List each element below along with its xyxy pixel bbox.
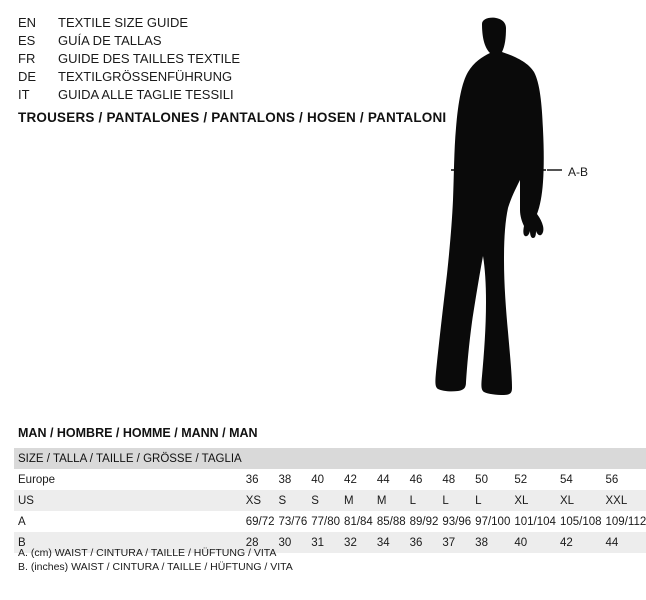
cell: 42 bbox=[344, 473, 357, 486]
cell: 38 bbox=[471, 532, 510, 553]
cell: L bbox=[471, 490, 510, 511]
row-label: US bbox=[14, 490, 242, 511]
cell: 40 bbox=[311, 473, 325, 486]
language-code: EN bbox=[18, 15, 37, 30]
column-header bbox=[340, 448, 373, 469]
cell: 89/92 bbox=[409, 515, 439, 528]
cell: XXL bbox=[602, 490, 646, 511]
column-header-size: SIZE / TALLA / TAILLE / GRÖSSE / TAGLIA bbox=[14, 448, 242, 469]
column-header bbox=[510, 448, 556, 469]
cell: XS bbox=[242, 490, 275, 511]
language-row bbox=[18, 50, 398, 68]
table-section-title: MAN / HOMBRE / HOMME / MANN / MAN bbox=[18, 426, 258, 440]
language-row bbox=[18, 32, 398, 50]
table-header bbox=[14, 448, 646, 469]
cell: 81/84 bbox=[344, 515, 373, 528]
table-row bbox=[14, 490, 646, 511]
footnote-a: A. (cm) WAIST / CINTURA / TAILLE / HÜFTUNG / VITA bbox=[18, 547, 277, 559]
row-label: B bbox=[14, 532, 242, 553]
column-header bbox=[471, 448, 510, 469]
column-header bbox=[242, 448, 275, 469]
body-figure bbox=[410, 10, 595, 410]
cell: XL bbox=[510, 490, 556, 511]
cell: 93/96 bbox=[442, 515, 472, 528]
table-body bbox=[14, 469, 646, 553]
cell: 52 bbox=[514, 473, 528, 486]
measure-label-ab: A-B bbox=[568, 165, 589, 179]
table-row bbox=[14, 469, 646, 490]
cell: 28 bbox=[242, 532, 275, 553]
cell: 46 bbox=[409, 473, 423, 486]
language-code: DE bbox=[18, 69, 37, 84]
cell: 30 bbox=[274, 532, 307, 553]
footnotes bbox=[18, 546, 293, 574]
language-text: TEXTILGRÖSSENFÜHRUNG bbox=[58, 69, 233, 84]
footnote-b: B. (inches) WAIST / CINTURA / TAILLE / HÜFTUNG / VITA bbox=[18, 561, 293, 573]
cell: 32 bbox=[340, 532, 373, 553]
language-text: TEXTILE SIZE GUIDE bbox=[58, 15, 189, 30]
male-silhouette-icon bbox=[410, 10, 595, 410]
cell: 31 bbox=[307, 532, 340, 553]
language-row bbox=[18, 86, 398, 104]
column-header bbox=[438, 448, 471, 469]
language-row bbox=[18, 14, 398, 32]
cell: 50 bbox=[475, 473, 488, 486]
cell: M bbox=[373, 490, 406, 511]
table-header-row bbox=[14, 448, 646, 469]
cell: 97/100 bbox=[475, 515, 511, 528]
cell: 38 bbox=[278, 473, 292, 486]
column-header bbox=[406, 448, 439, 469]
language-list bbox=[18, 14, 398, 104]
column-header bbox=[274, 448, 307, 469]
cell: 105/108 bbox=[559, 515, 602, 528]
row-label: A bbox=[18, 515, 26, 528]
column-header bbox=[556, 448, 602, 469]
table-row bbox=[14, 511, 646, 532]
cell: 85/88 bbox=[376, 515, 406, 528]
cell: 109/112 bbox=[605, 515, 646, 528]
cell: 36 bbox=[406, 532, 439, 553]
column-header bbox=[307, 448, 340, 469]
cell: M bbox=[340, 490, 373, 511]
cell: 42 bbox=[556, 532, 602, 553]
cell: 69/72 bbox=[245, 515, 275, 528]
cell: 56 bbox=[605, 473, 619, 486]
column-header bbox=[602, 448, 646, 469]
cell: 73/76 bbox=[278, 515, 308, 528]
language-text: GUIDA ALLE TAGLIE TESSILI bbox=[58, 87, 234, 102]
cell: L bbox=[406, 490, 439, 511]
cell: 44 bbox=[376, 473, 390, 486]
cell: S bbox=[274, 490, 307, 511]
language-code: FR bbox=[18, 51, 36, 66]
cell: 101/104 bbox=[514, 515, 556, 528]
cell: 77/80 bbox=[311, 515, 341, 528]
language-row bbox=[18, 68, 398, 86]
language-text: GUIDE DES TAILLES TEXTILE bbox=[58, 51, 241, 66]
cell: 37 bbox=[438, 532, 471, 553]
language-code: ES bbox=[18, 33, 36, 48]
language-text: GUÍA DE TALLAS bbox=[58, 33, 162, 48]
cell: 40 bbox=[510, 532, 556, 553]
cell: 34 bbox=[373, 532, 406, 553]
cell: L bbox=[438, 490, 471, 511]
language-code: IT bbox=[18, 87, 30, 102]
category-title: TROUSERS / PANTALONES / PANTALONS / HOSEN / PANTALONI bbox=[18, 110, 447, 125]
column-header bbox=[373, 448, 406, 469]
cell: 36 bbox=[245, 473, 259, 486]
cell: 54 bbox=[559, 473, 573, 486]
cell: 48 bbox=[442, 473, 456, 486]
row-label: Europe bbox=[18, 473, 56, 486]
cell: 44 bbox=[602, 532, 646, 553]
size-table bbox=[14, 448, 646, 553]
cell: XL bbox=[556, 490, 602, 511]
cell: S bbox=[307, 490, 340, 511]
